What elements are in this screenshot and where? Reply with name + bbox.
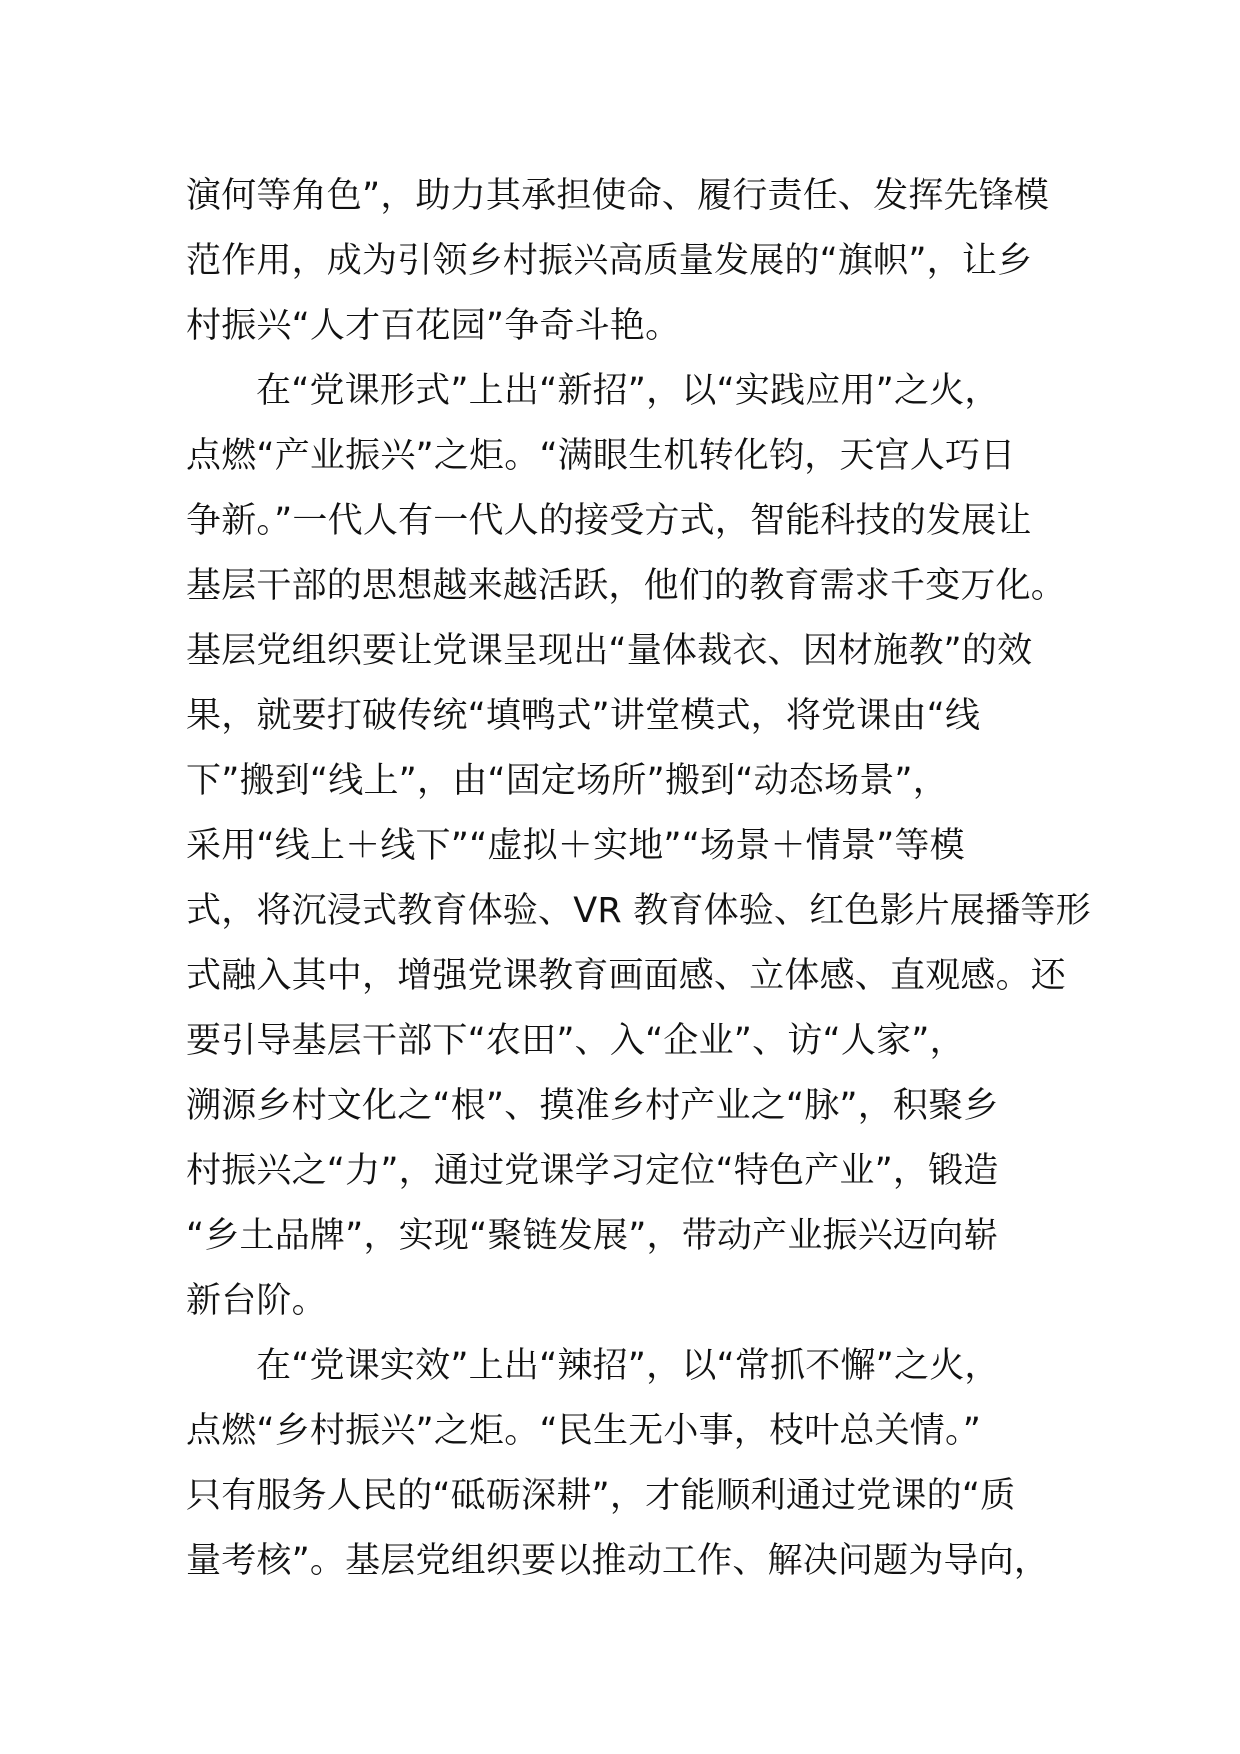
text-line-15: 溯源乡村文化之“根”、摸准乡村产业之“脉”，积聚乡 bbox=[186, 1086, 999, 1126]
text-line-12: 式，将沉浸式教育体验、VR 教育体验、红色影片展播等形 bbox=[186, 891, 1091, 931]
text-line-9: 果，就要打破传统“填鸭式”讲堂模式，将党课由“线 bbox=[186, 696, 981, 736]
text-line-10: 下”搬到“线上”，由“固定场所”搬到“动态场景”， bbox=[186, 761, 948, 801]
text-line-7: 基层干部的思想越来越活跃，他们的教育需求千变万化。 bbox=[186, 566, 1067, 606]
text-line-4-paragraph-start: 在“党课形式”上出“新招”，以“实践应用”之火， bbox=[256, 371, 1000, 411]
text-line-1: 演何等角色”，助力其承担使命、履行责任、发挥先锋模 bbox=[186, 176, 1050, 216]
text-line-6: 争新。”一代人有一代人的接受方式，智能科技的发展让 bbox=[186, 501, 1032, 541]
text-line-18: 新台阶。 bbox=[186, 1281, 327, 1321]
text-line-17: “乡土品牌”，实现“聚链发展”，带动产业振兴迈向崭 bbox=[186, 1216, 999, 1256]
text-line-3: 村振兴“人才百花园”争奇斗艳。 bbox=[186, 306, 681, 346]
text-line-14: 要引导基层干部下“农田”、入“企业”、访“人家”， bbox=[186, 1021, 965, 1061]
text-line-13: 式融入其中，增强党课教育画面感、立体感、直观感。还 bbox=[186, 956, 1067, 996]
text-line-16: 村振兴之“力”，通过党课学习定位“特色产业”，锻造 bbox=[186, 1151, 999, 1191]
text-line-2: 范作用，成为引领乡村振兴高质量发展的“旗帜”，让乡 bbox=[186, 241, 1033, 281]
text-line-22: 量考核”。基层党组织要以推动工作、解决问题为导向， bbox=[186, 1541, 1050, 1581]
text-line-8: 基层党组织要让党课呈现出“量体裁衣、因材施教”的效 bbox=[186, 631, 1033, 671]
text-line-11: 采用“线上＋线下”“虚拟＋实地”“场景＋情景”等模 bbox=[186, 826, 965, 866]
text-line-5: 点燃“产业振兴”之炬。“满眼生机转化钧，天宫人巧日 bbox=[186, 436, 1016, 476]
text-line-19-paragraph-start: 在“党课实效”上出“辣招”，以“常抓不懈”之火， bbox=[256, 1346, 1000, 1386]
text-line-20: 点燃“乡村振兴”之炬。“民生无小事，枝叶总关情。” bbox=[186, 1411, 982, 1451]
text-line-21: 只有服务人民的“砥砺深耕”，才能顺利通过党课的“质 bbox=[186, 1476, 1016, 1516]
body-text bbox=[186, 164, 1091, 1594]
